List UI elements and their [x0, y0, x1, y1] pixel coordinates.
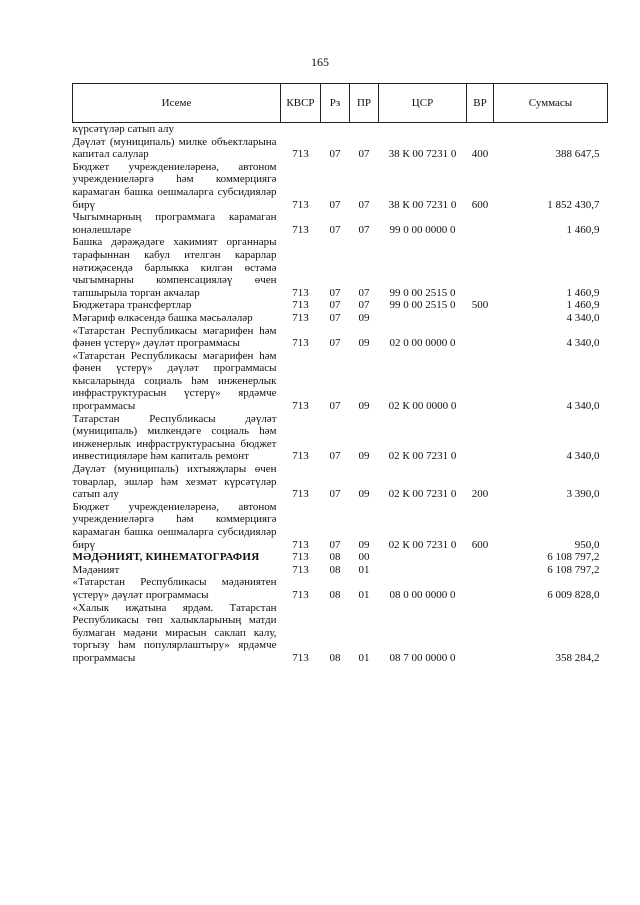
- row-csr: [379, 312, 467, 325]
- row-rz: 08: [329, 651, 341, 664]
- header-name: Исеме: [73, 84, 281, 123]
- row-kvsr: 713: [292, 588, 309, 601]
- table-row: [73, 501, 608, 551]
- table-row: [73, 136, 608, 161]
- row-sum: 1 852 430,7: [547, 198, 600, 211]
- table-row: [73, 602, 608, 665]
- row-vr: [467, 576, 494, 601]
- table-row: [73, 350, 608, 413]
- row-name: Башка дәрәҗәдәге хакимият органнары тарафыннан кабул ителгән карарлар нәтиҗәсендә барлыкка килгән өстәмә чыгымнарны компенсацияләү өчен тапшырыла торган акчалар: [72, 236, 277, 299]
- row-sum: 1 460,9: [566, 299, 600, 312]
- row-pr: 01: [358, 651, 370, 664]
- row-pr: 09: [358, 400, 370, 413]
- row-csr: [379, 564, 467, 577]
- budget-table: [72, 83, 608, 665]
- row-pr: 00: [358, 551, 370, 564]
- row-vr: [467, 551, 494, 564]
- row-name: Мәгариф өлкәсендә башка мәсьәләләр: [72, 311, 253, 324]
- table-row: [73, 551, 608, 564]
- row-pr: 09: [358, 488, 370, 501]
- row-vr: [467, 350, 494, 413]
- table-row: [73, 413, 608, 463]
- row-name: Бюджет учреждениеләренә, автоном учреждениеләргә һәм коммерциягә карамаган башка оешмаларга субсидияләр бирү: [72, 500, 277, 551]
- row-rz: 07: [329, 538, 341, 551]
- row-rz: 07: [329, 337, 341, 350]
- row-kvsr: 713: [292, 651, 309, 664]
- continuation-row: [73, 123, 608, 136]
- row-kvsr: 713: [292, 286, 309, 299]
- row-name: Дәүләт (муниципаль) милке объектларына капитал салулар: [72, 135, 277, 161]
- row-rz: 08: [329, 563, 341, 576]
- table-row: [73, 564, 608, 577]
- row-sum: 358 284,2: [555, 651, 600, 664]
- row-pr: 09: [358, 538, 370, 551]
- header-vr: ВР: [467, 84, 494, 123]
- header-csr: ЦСР: [379, 84, 467, 123]
- row-kvsr: 713: [292, 450, 309, 463]
- row-name: «Татарстан Республикасы мәгарифен һәм фәнен үстерү» дәүләт программасы кысаларында социаль һәм инженерлык инфраструктурасын үстерү» ярдәмче программасы: [72, 349, 277, 413]
- row-csr: 99 0 00 0000 0: [389, 223, 456, 236]
- table-row: [73, 312, 608, 325]
- row-sum: 6 108 797,2: [547, 563, 600, 576]
- row-vr: [467, 312, 494, 325]
- row-vr: 600: [471, 538, 489, 551]
- row-pr: 01: [358, 588, 370, 601]
- table-header-row: [73, 84, 608, 123]
- table-row: [73, 299, 608, 312]
- row-csr: 99 0 00 2515 0: [389, 299, 456, 312]
- row-name: «Татарстан Республикасы мәгарифен һәм фәнен үстерү» дәүләт программасы: [72, 324, 277, 350]
- row-pr: 07: [358, 286, 370, 299]
- row-kvsr: 713: [292, 299, 309, 312]
- row-pr: 01: [358, 563, 370, 576]
- row-name: Дәүләт (муниципаль) ихтыяҗлары өчен товарлар, эшләр һәм хезмәт күрсәтүләр сатып алу: [72, 463, 277, 501]
- row-sum: 4 340,0: [566, 450, 600, 463]
- continuation-text: күрсәтүләр сатып алу: [72, 123, 174, 135]
- row-kvsr: 713: [292, 563, 309, 576]
- header-pr: ПР: [350, 84, 379, 123]
- row-vr: 500: [471, 299, 489, 312]
- row-rz: 07: [329, 198, 341, 211]
- row-csr: 38 К 00 7231 0: [388, 198, 457, 211]
- row-csr: 08 0 00 0000 0: [389, 588, 456, 601]
- row-pr: 07: [358, 223, 370, 236]
- row-csr: 08 7 00 0000 0: [389, 651, 456, 664]
- table-row: [73, 325, 608, 350]
- row-rz: 07: [329, 148, 341, 161]
- table-row: [73, 211, 608, 236]
- row-vr: 200: [471, 488, 489, 501]
- row-rz: 07: [329, 311, 341, 324]
- row-kvsr: 713: [292, 538, 309, 551]
- row-sum: 6 108 797,2: [547, 551, 600, 564]
- row-vr: [467, 602, 494, 665]
- row-rz: 07: [329, 488, 341, 501]
- row-vr: [467, 325, 494, 350]
- row-vr: [467, 413, 494, 463]
- header-sum: Суммасы: [494, 84, 608, 123]
- row-vr: [467, 211, 494, 236]
- page-number: 165: [311, 55, 329, 69]
- row-csr: 02 К 00 7231 0: [388, 538, 457, 551]
- row-sum: 3 390,0: [566, 488, 600, 501]
- row-vr: 600: [471, 198, 489, 211]
- row-kvsr: 713: [292, 223, 309, 236]
- row-name: Чыгымнарның программага карамаган юнәлешләре: [72, 211, 277, 236]
- row-kvsr: 713: [292, 337, 309, 350]
- row-sum: 4 340,0: [566, 337, 600, 350]
- row-rz: 07: [329, 223, 341, 236]
- row-sum: 388 647,5: [555, 148, 600, 161]
- row-rz: 07: [329, 286, 341, 299]
- row-name: «Татарстан Республикасы мәдәниятен үстерү» дәүләт программасы: [72, 576, 277, 601]
- row-csr: 38 К 00 7231 0: [388, 148, 457, 161]
- row-rz: 08: [329, 588, 341, 601]
- table-row: [73, 463, 608, 501]
- row-kvsr: 713: [292, 148, 309, 161]
- row-vr: 400: [471, 148, 489, 161]
- row-sum: 4 340,0: [566, 400, 600, 413]
- row-csr: 02 К 00 7231 0: [388, 488, 457, 501]
- row-sum: 1 460,9: [566, 286, 600, 299]
- row-kvsr: 713: [292, 311, 309, 324]
- table-row: [73, 236, 608, 299]
- row-kvsr: 713: [292, 488, 309, 501]
- row-csr: 99 0 00 2515 0: [389, 286, 456, 299]
- row-rz: 07: [329, 299, 341, 312]
- row-rz: 07: [329, 450, 341, 463]
- row-sum: 950,0: [574, 538, 600, 551]
- row-rz: 07: [329, 400, 341, 413]
- row-vr: [467, 236, 494, 299]
- row-name: Бюджет учреждениеләренә, автоном учреждениеләргә һәм коммерциягә карамаган башка оешмаларга субсидияләр бирү: [72, 160, 277, 211]
- row-csr: [379, 551, 467, 564]
- header-rz: Рз: [321, 84, 350, 123]
- row-vr: [467, 564, 494, 577]
- row-sum: 4 340,0: [566, 311, 600, 324]
- row-kvsr: 713: [292, 400, 309, 413]
- row-rz: 08: [329, 551, 341, 564]
- row-name: Бюджетара трансфертлар: [72, 299, 192, 312]
- row-pr: 07: [358, 299, 370, 312]
- row-name: Татарстан Республикасы дәүләт (муниципаль) милкендәге социаль һәм инженерлык инфраструктурасына бюджет инвестицияләре һәм капиталь ремонт: [72, 412, 277, 463]
- row-csr: 02 К 00 0000 0: [388, 400, 457, 413]
- row-pr: 09: [358, 450, 370, 463]
- row-pr: 07: [358, 198, 370, 211]
- header-kvsr: КВСР: [281, 84, 321, 123]
- row-name: «Халык иҗатына ярдәм. Татарстан Республикасы төп халыкларының матди булмаган мәдәни мирасын саклап калу, торгызу һәм популярлаштыру» ярдәмче программасы: [72, 601, 277, 664]
- row-kvsr: 713: [292, 551, 309, 564]
- table-row: [73, 576, 608, 601]
- row-name: Мәдәният: [72, 563, 120, 576]
- row-sum: 6 009 828,0: [547, 588, 600, 601]
- table-row: [73, 161, 608, 211]
- row-pr: 09: [358, 311, 370, 324]
- row-kvsr: 713: [292, 198, 309, 211]
- row-csr: 02 0 00 0000 0: [389, 337, 456, 350]
- row-pr: 07: [358, 148, 370, 161]
- row-sum: 1 460,9: [566, 223, 600, 236]
- row-pr: 09: [358, 337, 370, 350]
- row-csr: 02 К 00 7231 0: [388, 450, 457, 463]
- row-name: МӘДӘНИЯТ, КИНЕМАТОГРАФИЯ: [72, 551, 260, 564]
